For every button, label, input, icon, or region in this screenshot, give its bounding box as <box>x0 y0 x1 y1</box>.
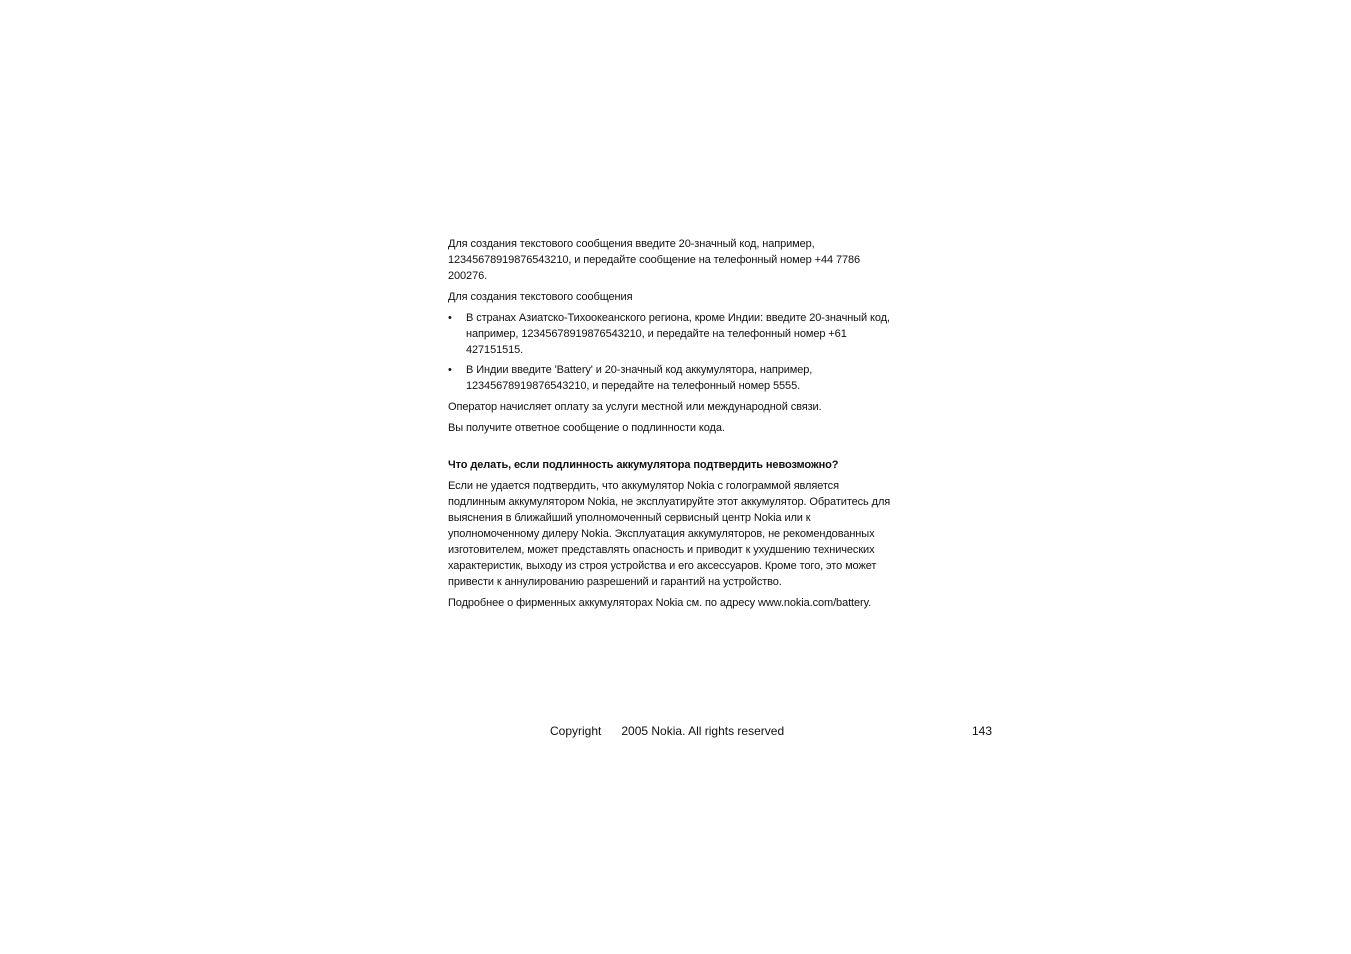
more-info-paragraph: Подробнее о фирменных аккумуляторах Nokia см. по адресу www.nokia.com/battery. <box>448 597 872 609</box>
paragraph-sms-code-uk: Для создания текстового сообщения введите 20-значный код, например, 12345678919876543210, и передайте сообщение на телефонный номер +44 7786 200276. <box>448 238 861 282</box>
bullet-list <box>448 310 896 394</box>
bullet-text-asia-pacific: В странах Азиатско-Тихоокеанского региона, кроме Индии: введите 20-значный код, например, 12345678919876543210, и передайте на телефонный номер +61 427151515. <box>466 312 890 356</box>
section-heading: Что делать, если подлинность аккумулятора подтвердить невозможно? <box>448 459 839 471</box>
list-item <box>448 362 896 394</box>
paragraph-sms-intro: Для создания текстового сообщения <box>448 291 633 303</box>
page-body <box>448 236 896 616</box>
list-item <box>448 310 896 358</box>
footer-copyright: Copyright 2005 Nokia. All rights reserved <box>550 724 785 738</box>
bullet-icon: • <box>448 312 452 324</box>
bullet-text-india: В Индии введите 'Battery' и 20-значный код аккумулятора, например, 12345678919876543210, и передайте на телефонный номер 5555. <box>466 364 813 392</box>
paragraph-reply-message: Вы получите ответное сообщение о подлинности кода. <box>448 422 725 434</box>
bullet-icon: • <box>448 364 452 376</box>
paragraph-operator-charges: Оператор начисляет оплату за услуги местной или международной связи. <box>448 401 822 413</box>
section-body: Если не удается подтвердить, что аккумулятор Nokia с голограммой является подлинным аккумулятором Nokia, не эксплуатируйте этот аккумулятор. Обратитесь для выяснения в ближайший уполномоченный сервисный центр Nokia или к уполномоченному дилеру Nokia. Эксплуатация аккумуляторов, не рекомендованных изготовителем, может представлять опасность и приводит к ухудшению технических характеристик, выходу из строя устройства и его аксессуаров. Кроме того, это может привести к аннулированию разрешений и гарантий на устройство. <box>448 480 891 588</box>
page-number: 143 <box>972 724 993 738</box>
